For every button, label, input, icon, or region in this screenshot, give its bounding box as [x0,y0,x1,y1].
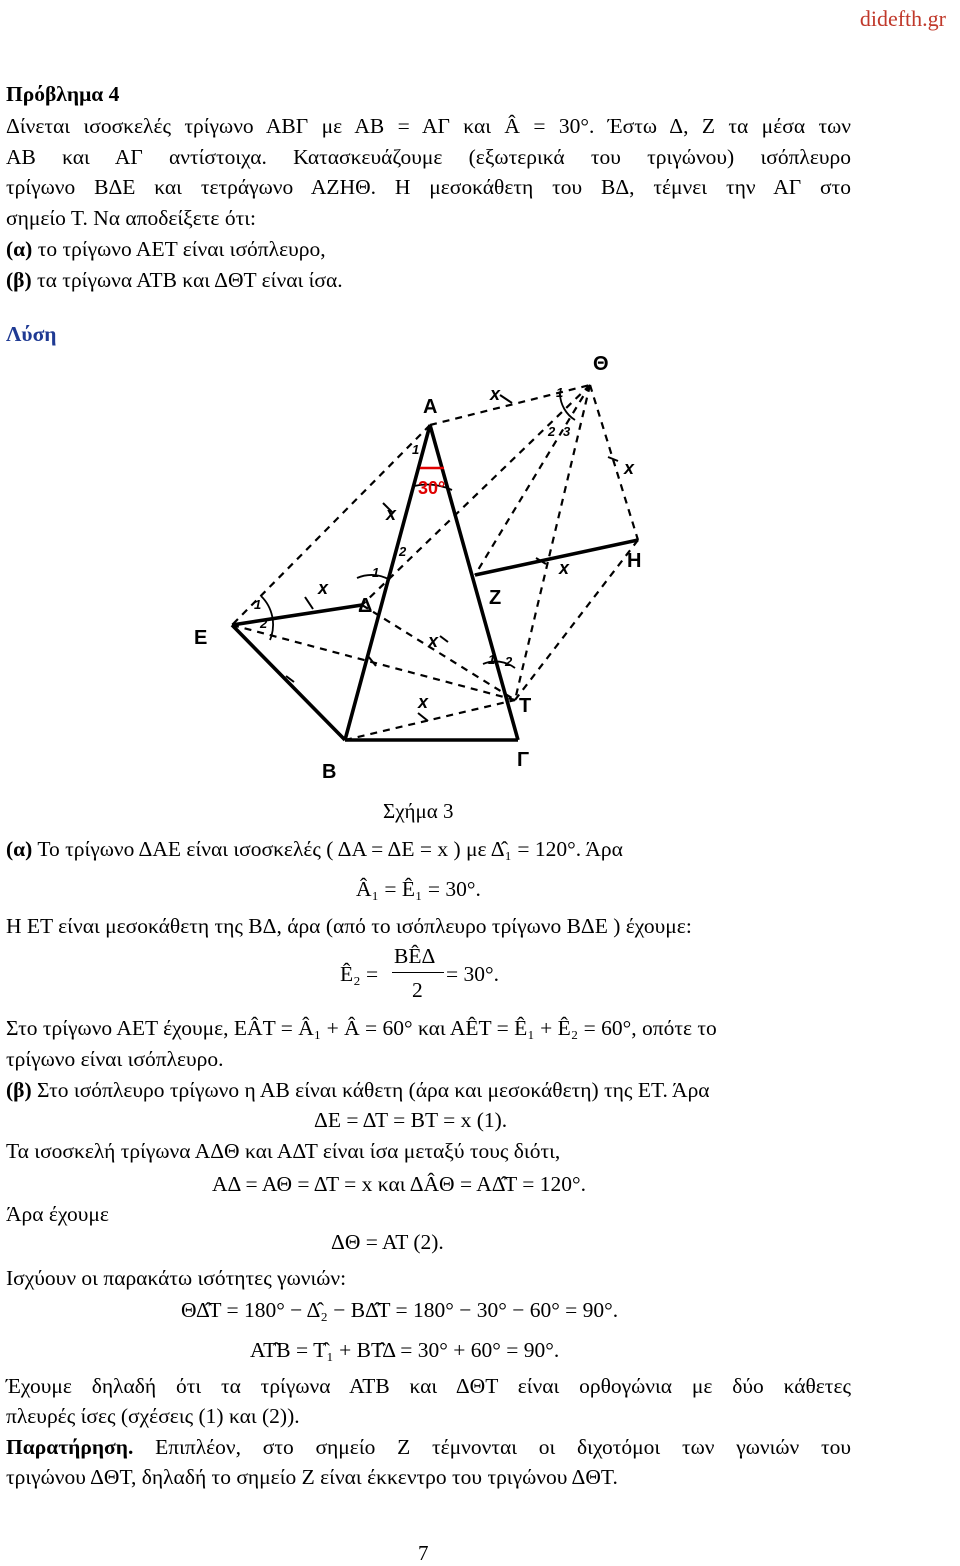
solution-title: Λύση [6,322,57,346]
point-label-H: Η [627,550,642,572]
equation-angle-atb: ΑΤ̂Β = Τ̂₁ + ΒΤ̂Δ = 30° + 60° = 90°. [250,1338,560,1362]
svg-text:2: 2 [399,544,407,559]
part-a-label: (α) [6,237,33,261]
solution-b-line-3: Τα ισοσκελή τρίγωνα ΑΔΘ και ΑΔΤ είναι ίσα μεταξύ τους διότι, [6,1139,561,1163]
equation-angle-thdt: ΘΔ̂Τ = 180° − Δ̂₂ − ΒΔ̂Τ = 180° − 30° − 60° = 90°. [181,1298,619,1322]
segment-BT [345,700,515,740]
solution-a-text: Το τρίγωνο ΔΑΕ είναι ισοσκελές ( ΔΑ = ΔΕ = x ) με Δ̂₁ = 120°. Άρα [32,837,623,861]
svg-text:1: 1 [372,565,380,580]
svg-text:3: 3 [563,424,571,439]
solution-b-line-5: Άρα έχουμε [6,1202,109,1226]
point-label-D: Δ [358,595,373,617]
fraction-denominator: 2 [412,978,423,1002]
equation-a1-e1: Â₁ = Ê₁ = 30°. [356,877,481,901]
point-label-A: Α [423,396,438,418]
svg-text:1: 1 [412,442,420,457]
segment-ATH [430,385,590,425]
page-number: 7 [418,1541,429,1565]
equation-1: ΔΕ = ΔΤ = ΒΤ = x (1). [314,1108,508,1132]
point-label-TH: Θ [593,353,609,375]
problem-line-3: τρίγωνο ΒΔΕ και τετράγωνο ΑΖΗΘ. Η μεσοκάθετη του ΒΔ, τέμνει την ΑΓ στο [6,175,851,199]
solution-b-line-10: Έχουμε δηλαδή ότι τα τρίγωνα ΑΤΒ και ΔΘΤ είναι ορθογώνια με δύο κάθετες [6,1374,851,1398]
point-label-T: Τ [519,695,532,717]
point-label-G: Γ [517,749,530,771]
svg-text:x: x [318,578,329,598]
svg-text:2: 2 [260,616,268,631]
svg-text:1: 1 [488,652,496,667]
equation-triangles-equal: ΑΔ = ΑΘ = ΔΤ = x και ΔÂΘ = ΑΔ̂Τ = 120°. [212,1172,586,1196]
segment-AE [232,425,430,625]
remark-text: Επιπλέον, στο σημείο Ζ τέμνονται οι διχοτόμοι των γωνιών του [133,1435,851,1459]
point-label-E: Ε [194,627,208,649]
svg-text:1: 1 [556,385,564,400]
solution-b-text: Στο ισόπλευρο τρίγωνο η ΑΒ είναι κάθετη (άρα και μεσοκάθετη) της ΕΤ. Άρα [31,1078,710,1102]
point-label-B: Β [322,761,337,783]
angle-label-30: 30° [418,478,446,498]
remark-label: Παρατήρηση. [6,1435,134,1459]
solution-b-line-11: πλευρές ίσες (σχέσεις (1) και (2)). [6,1404,300,1428]
solution-a-label: (α) [6,837,33,861]
angle-arcs [261,394,575,668]
solid-lines [232,425,638,740]
svg-text:x: x [624,458,635,478]
segment-EB [232,625,345,740]
problem-title: Πρόβλημα 4 [6,82,120,106]
problem-line-2: ΑΒ και ΑΓ αντίστοιχα. Κατασκευάζουμε (εξωτερικά του τριγώνου) ισόπλευρο [6,145,851,169]
svg-text:2: 2 [548,424,556,439]
solution-a-line-1 [6,835,623,864]
svg-text:x: x [559,558,570,578]
svg-text:x: x [418,692,429,712]
svg-text:x: x [428,631,439,651]
part-a-statement [6,235,326,264]
segment-AG [430,425,518,740]
part-a-text: το τρίγωνο ΑΕΤ είναι ισόπλευρο, [32,237,326,261]
solution-b-line-7: Ισχύουν οι παρακάτω ισότητες γωνιών: [6,1266,347,1290]
remark-line-2: τριγώνου ΔΘΤ, δηλαδή το σημείο Ζ είναι έκκεντρο του τριγώνου ΔΘΤ. [6,1465,618,1489]
svg-text:x: x [490,384,501,404]
site-name[interactable]: didefth.gr [859,6,946,31]
problem-line-4: σημείο Τ. Να αποδείξετε ότι: [6,206,256,230]
solution-b-line-1 [6,1076,710,1105]
segment-ED [232,605,362,625]
point-label-Z: Ζ [489,587,502,609]
svg-text:1: 1 [254,597,262,612]
segment-THD [362,385,590,605]
part-b-label: (β) [6,268,32,292]
problem-line-1: Δίνεται ισοσκελές τρίγωνο ΑΒΓ με ΑΒ = ΑΓ και Â = 30°. Έστω Δ, Ζ τα μέσα των [6,114,851,138]
solution-b-label: (β) [6,1078,32,1102]
solution-a-line-3: Η ΕΤ είναι μεσοκάθετη της ΒΔ, άρα (από το ισόπλευρο τρίγωνο ΒΔΕ ) έχουμε: [6,914,692,938]
angle-index-labels [254,385,571,669]
equation-e2-rhs: = 30°. [446,962,499,986]
part-b-text: τα τρίγωνα ΑΤΒ και ΔΘΤ είναι ίσα. [31,268,343,292]
equation-e2-lhs: Ê₂ = [340,962,379,986]
solution-a-line-5: Στο τρίγωνο ΑΕΤ έχουμε, ΕÂΤ = Â₁ + Â = 60° και ΑÊΤ = Ê₁ + Ê₂ = 60°, οπότε το [6,1016,717,1040]
geometry-figure [180,340,680,790]
part-b-statement [6,266,343,295]
segment-ZH [475,540,638,575]
svg-text:x: x [386,504,397,524]
equation-2: ΔΘ = ΑΤ (2). [331,1230,444,1254]
fraction-bar [392,972,444,973]
svg-text:2: 2 [505,654,513,669]
point-labels [194,353,641,783]
figure-caption: Σχήμα 3 [383,799,454,823]
solution-a-line-6: τρίγωνο είναι ισόπλευρο. [6,1047,224,1071]
remark-line-1 [6,1433,851,1462]
fraction-numerator: ΒÊΔ [394,944,436,968]
